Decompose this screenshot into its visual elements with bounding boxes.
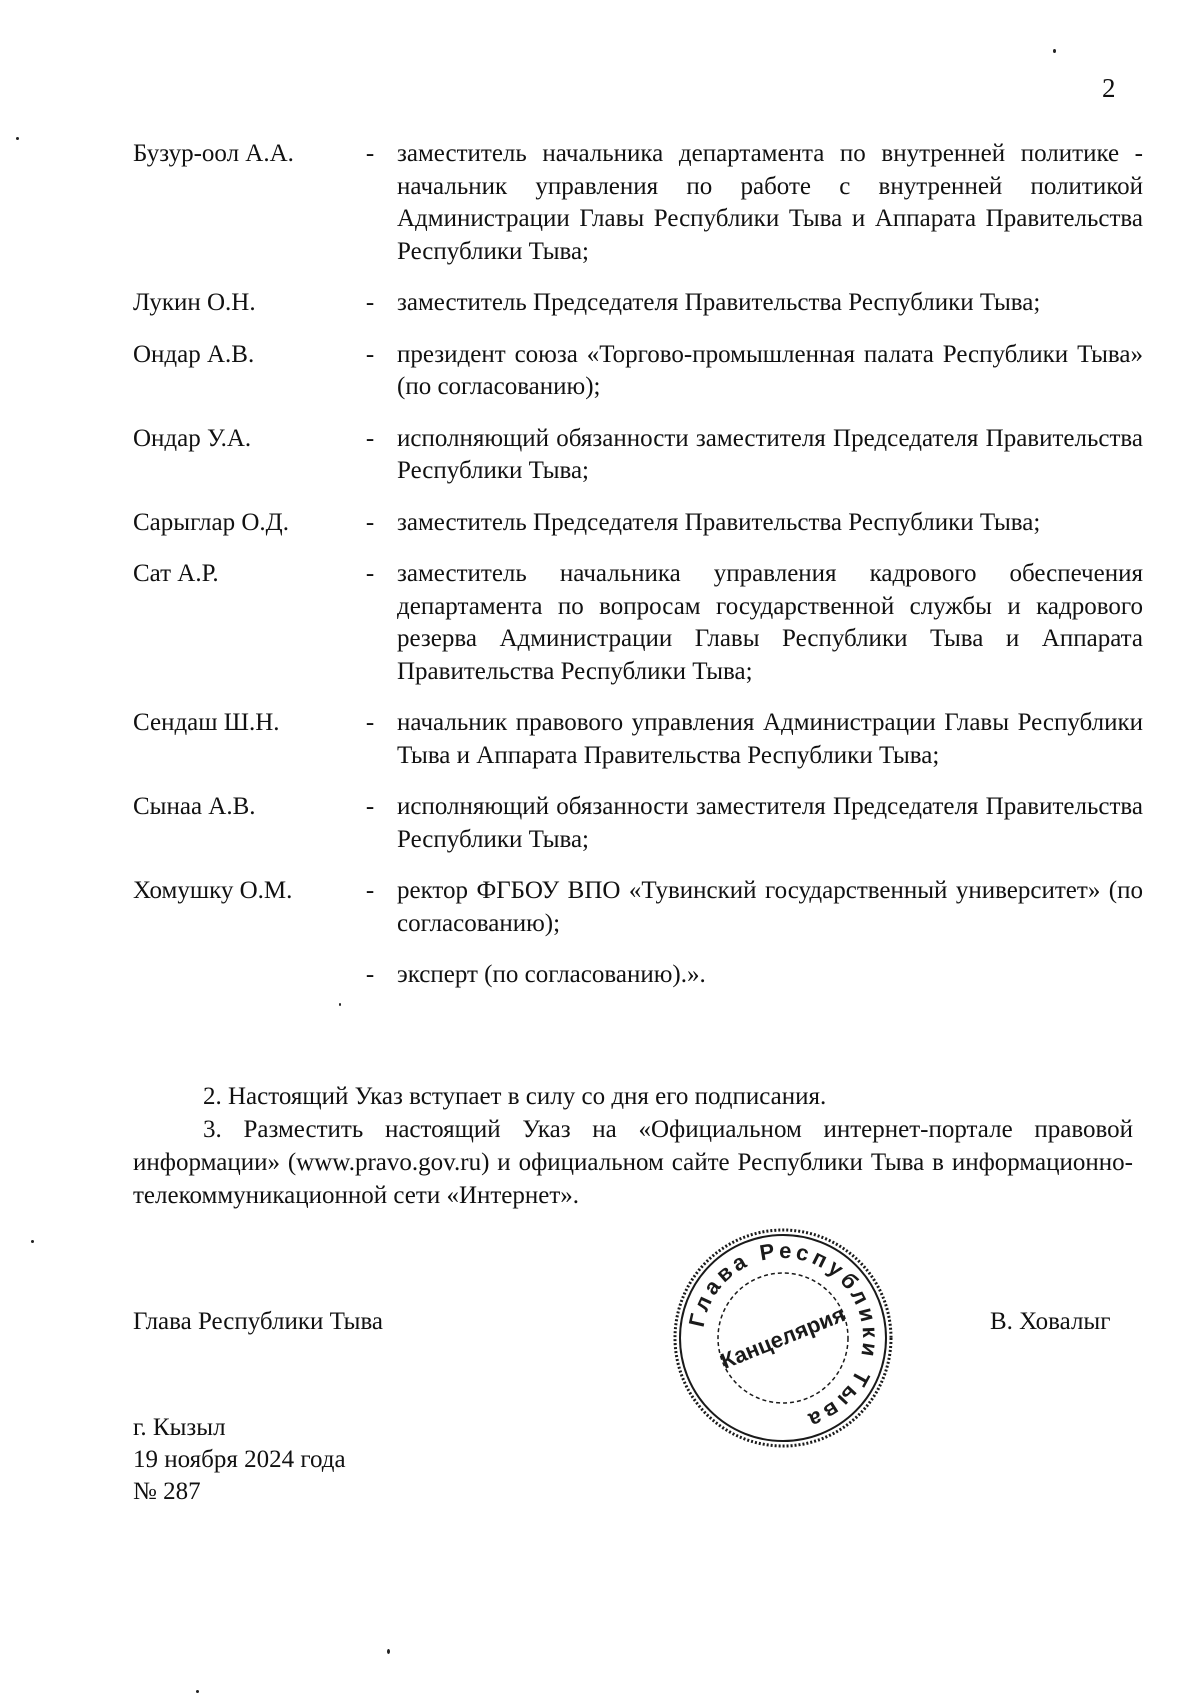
member-name: Бузур-оол А.А. bbox=[133, 140, 294, 167]
decree-number: № 287 bbox=[133, 1478, 201, 1505]
member-name: Сарыглар О.Д. bbox=[133, 508, 289, 536]
decree-paragraphs bbox=[133, 1080, 1133, 1212]
member-row bbox=[133, 558, 1143, 688]
member-dash: - bbox=[365, 961, 375, 988]
member-row bbox=[133, 875, 1143, 940]
member-dash: - bbox=[365, 140, 375, 167]
member-role: заместитель начальника управления кадрового обеспечения департамента по вопросам государственной службы и кадрового резерва Администрации Главы Республики Тыва и Аппарата Правительства Республики Тыва; bbox=[397, 560, 1143, 685]
seal-ring-text: Глава Республики Тыва bbox=[683, 1237, 884, 1435]
member-name: Сендаш Ш.Н. bbox=[133, 709, 280, 736]
member-row bbox=[133, 959, 1133, 992]
official-seal-stamp bbox=[668, 1223, 898, 1453]
member-name: Ондар У.А. bbox=[133, 424, 252, 452]
member-role: президент союза «Торгово-промышленная палата Республики Тыва» (по согласованию); bbox=[397, 340, 1143, 400]
paragraph-item-2: 2. Настоящий Указ вступает в силу со дня его подписания. bbox=[203, 1083, 827, 1110]
member-row bbox=[133, 339, 1143, 404]
member-dash: - bbox=[365, 793, 375, 820]
member-row bbox=[133, 287, 1133, 320]
member-row bbox=[133, 707, 1143, 772]
member-row bbox=[133, 507, 1133, 540]
member-dash: - bbox=[365, 709, 375, 736]
signatory-position: Глава Республики Тыва bbox=[133, 1308, 384, 1335]
member-row bbox=[133, 138, 1143, 268]
member-role: начальник правового управления Администрации Главы Республики Тыва и Аппарата Правительства Республики Тыва; bbox=[397, 709, 1143, 769]
member-name: Сат А.Р. bbox=[133, 560, 219, 587]
scan-speck bbox=[196, 1690, 199, 1693]
member-role: заместитель Председателя Правительства Республики Тыва; bbox=[397, 289, 1041, 316]
member-dash: - bbox=[365, 340, 375, 368]
member-name: Лукин О.Н. bbox=[133, 289, 256, 316]
member-row bbox=[133, 423, 1143, 488]
page-number: 2 bbox=[1102, 73, 1116, 103]
place-date-block bbox=[133, 1412, 346, 1508]
signatory-name: В. Ховалыг bbox=[990, 1308, 1111, 1335]
member-dash: - bbox=[365, 877, 375, 904]
member-role: заместитель начальника департамента по внутренней политике - начальник управления по работе с внутренней политикой Администрации Главы Республики Тыва и Аппарата Правительства Республики Тыва; bbox=[397, 140, 1143, 265]
decree-date: 19 ноября 2024 года bbox=[133, 1446, 346, 1473]
member-name: Хомушку О.М. bbox=[133, 877, 293, 904]
member-row bbox=[133, 791, 1143, 856]
scan-speck bbox=[339, 1003, 341, 1006]
member-role: исполняющий обязанности заместителя Председателя Правительства Республики Тыва; bbox=[397, 793, 1143, 853]
scan-speck bbox=[387, 1649, 390, 1654]
member-dash: - bbox=[365, 289, 375, 316]
member-name: Ондар А.В. bbox=[133, 340, 255, 368]
member-role: заместитель Председателя Правительства Республики Тыва; bbox=[397, 508, 1041, 536]
city: г. Кызыл bbox=[133, 1414, 226, 1441]
member-role: ректор ФГБОУ ВПО «Тувинский государственный университет» (по согласованию); bbox=[397, 877, 1143, 937]
scan-speck bbox=[16, 137, 19, 140]
member-dash: - bbox=[365, 560, 375, 587]
member-role: эксперт (по согласованию).». bbox=[397, 961, 706, 988]
seal-center-text: Канцелярия bbox=[717, 1301, 849, 1374]
paragraph-item-3: 3. Разместить настоящий Указ на «Официальном интернет-портале правовой информации» (www.pravo.gov.ru) и официальном сайте Республики Тыва в информационно-телекоммуникационной сети «Интернет». bbox=[133, 1116, 1133, 1209]
member-name: Сынаа А.В. bbox=[133, 793, 256, 820]
scan-speck bbox=[31, 1240, 34, 1243]
member-dash: - bbox=[365, 508, 375, 536]
member-dash: - bbox=[365, 424, 375, 452]
commission-members-list bbox=[133, 138, 1143, 1011]
member-role: исполняющий обязанности заместителя Председателя Правительства Республики Тыва; bbox=[397, 424, 1143, 484]
scan-speck bbox=[1053, 49, 1056, 53]
